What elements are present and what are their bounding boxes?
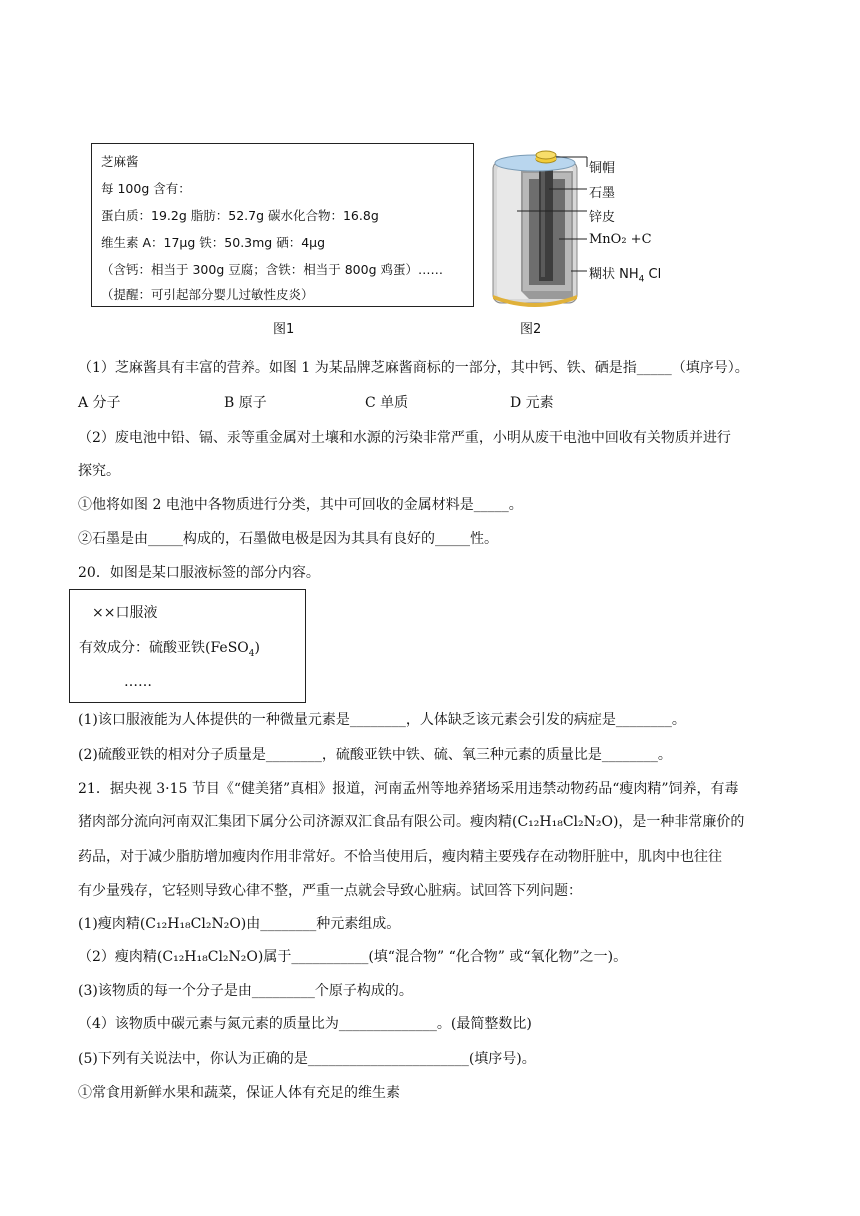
oral-liquid-title: ××口服液 [92,605,158,621]
nutrition-line-2: 蛋白质：19.2g 脂肪：52.7g 碳水化合物：16.8g [101,208,379,223]
ingredient-suffix: ) [254,640,260,656]
label-graphite: 石墨 [589,186,616,201]
q19-part2-line1: （2）废电池中铅、镉、汞等重金属对土壤和水源的污染非常严重，小明从废干电池中回收有关物质并进行 [78,430,731,446]
nh4cl-suffix: Cl [644,267,662,282]
q21-stem-line4: 有少量残存，它轻则导致心律不整，严重一点就会导致心脏病。试回答下列问题： [78,883,582,899]
oral-liquid-ingredient [79,637,260,659]
q21-part3: (3)该物质的每一个分子是由_________个原子构成的。 [78,983,413,999]
q19-option-a: A 分子 [78,395,121,411]
q19-part2-line2: 探究。 [78,463,120,479]
nutrition-line-3: 维生素 A：17μg 铁：50.3mg 硒：4μg [101,235,326,250]
figure1-nutrition-label [91,143,474,307]
nutrition-line-4: （含钙：相当于 300g 豆腐；含铁：相当于 800g 鸡蛋）…… [101,262,443,277]
figure2-battery-diagram [489,149,669,309]
ingredient-prefix: 有效成分：硫酸亚铁(FeSO [79,640,249,656]
label-mno2: MnO₂ +C [589,232,652,247]
oral-liquid-ellipsis: …… [124,674,152,690]
q21-part2: （2）瘦肉精(C₁₂H₁₈Cl₂N₂O)属于___________(填“混合物” “化合物” 或“氧化物”之一)。 [78,949,628,965]
q21-stem-line2: 猪肉部分流向河南双汇集团下属分公司济源双汇食品有限公司。瘦肉精(C₁₂H₁₈Cl₂N₂O)，是一种非常廉价的 [78,814,745,830]
figure1-caption: 图1 [273,322,295,337]
q20-part2: (2)硫酸亚铁的相对分子质量是________，硫酸亚铁中铁、硫、氧三种元素的质量比是________。 [78,747,672,763]
label-zinc: 锌皮 [589,210,616,225]
q19-option-d: D 元素 [510,395,554,411]
q21-stem-line3: 药品，对于减少脂肪增加瘦肉作用非常好。不恰当使用后，瘦肉精主要残存在动物肝脏中，肌肉中也往往 [78,849,722,865]
figure2-caption: 图2 [520,322,542,337]
q19-option-b: B 原子 [224,395,267,411]
q20-part1: (1)该口服液能为人体提供的一种微量元素是________，人体缺乏该元素会引发的病症是________。 [78,712,686,728]
nutrition-title: 芝麻酱 [101,154,139,169]
label-nh4cl [589,263,661,285]
label-copper-cap: 铜帽 [589,161,616,176]
q21-part4: （4）该物质中碳元素与氮元素的质量比为______________。(最简整数比) [78,1016,532,1032]
nutrition-line-5: （提醒：可引起部分婴儿过敏性皮炎） [101,287,314,302]
nh4cl-subscript: 4 [638,274,645,285]
nutrition-line-1: 每 100g 含有： [101,181,191,196]
q19-option-c: C 单质 [365,395,409,411]
q21-stem-line1: 21．据央视 3·15 节目《“健美猪”真相》报道，河南孟州等地养猪场采用违禁动物药品“瘦肉精”饲养，有毒 [78,781,739,797]
q21-part5-item1: ①常食用新鲜水果和蔬菜，保证人体有充足的维生素 [78,1085,400,1101]
q19-part2-item2: ②石墨是由_____构成的，石墨做电极是因为其具有良好的_____性。 [78,531,498,547]
q21-part1: (1)瘦肉精(C₁₂H₁₈Cl₂N₂O)由________种元素组成。 [78,916,401,932]
q21-part5: (5)下列有关说法中，你认为正确的是_______________________(填序号)。 [78,1051,536,1067]
q20-label-box [69,589,306,703]
q19-part2-item1: ①他将如图 2 电池中各物质进行分类，其中可回收的金属材料是_____。 [78,497,523,513]
battery-illustration [489,149,669,309]
nh4cl-prefix: 糊状 NH [589,267,639,282]
q19-part1: （1）芝麻酱具有丰富的营养。如图 1 为某品牌芝麻酱商标的一部分，其中钙、铁、硒是指_____（填序号）。 [78,360,749,376]
ingredient-subscript: 4 [248,648,255,659]
q20-stem: 20．如图是某口服液标签的部分内容。 [78,565,320,581]
